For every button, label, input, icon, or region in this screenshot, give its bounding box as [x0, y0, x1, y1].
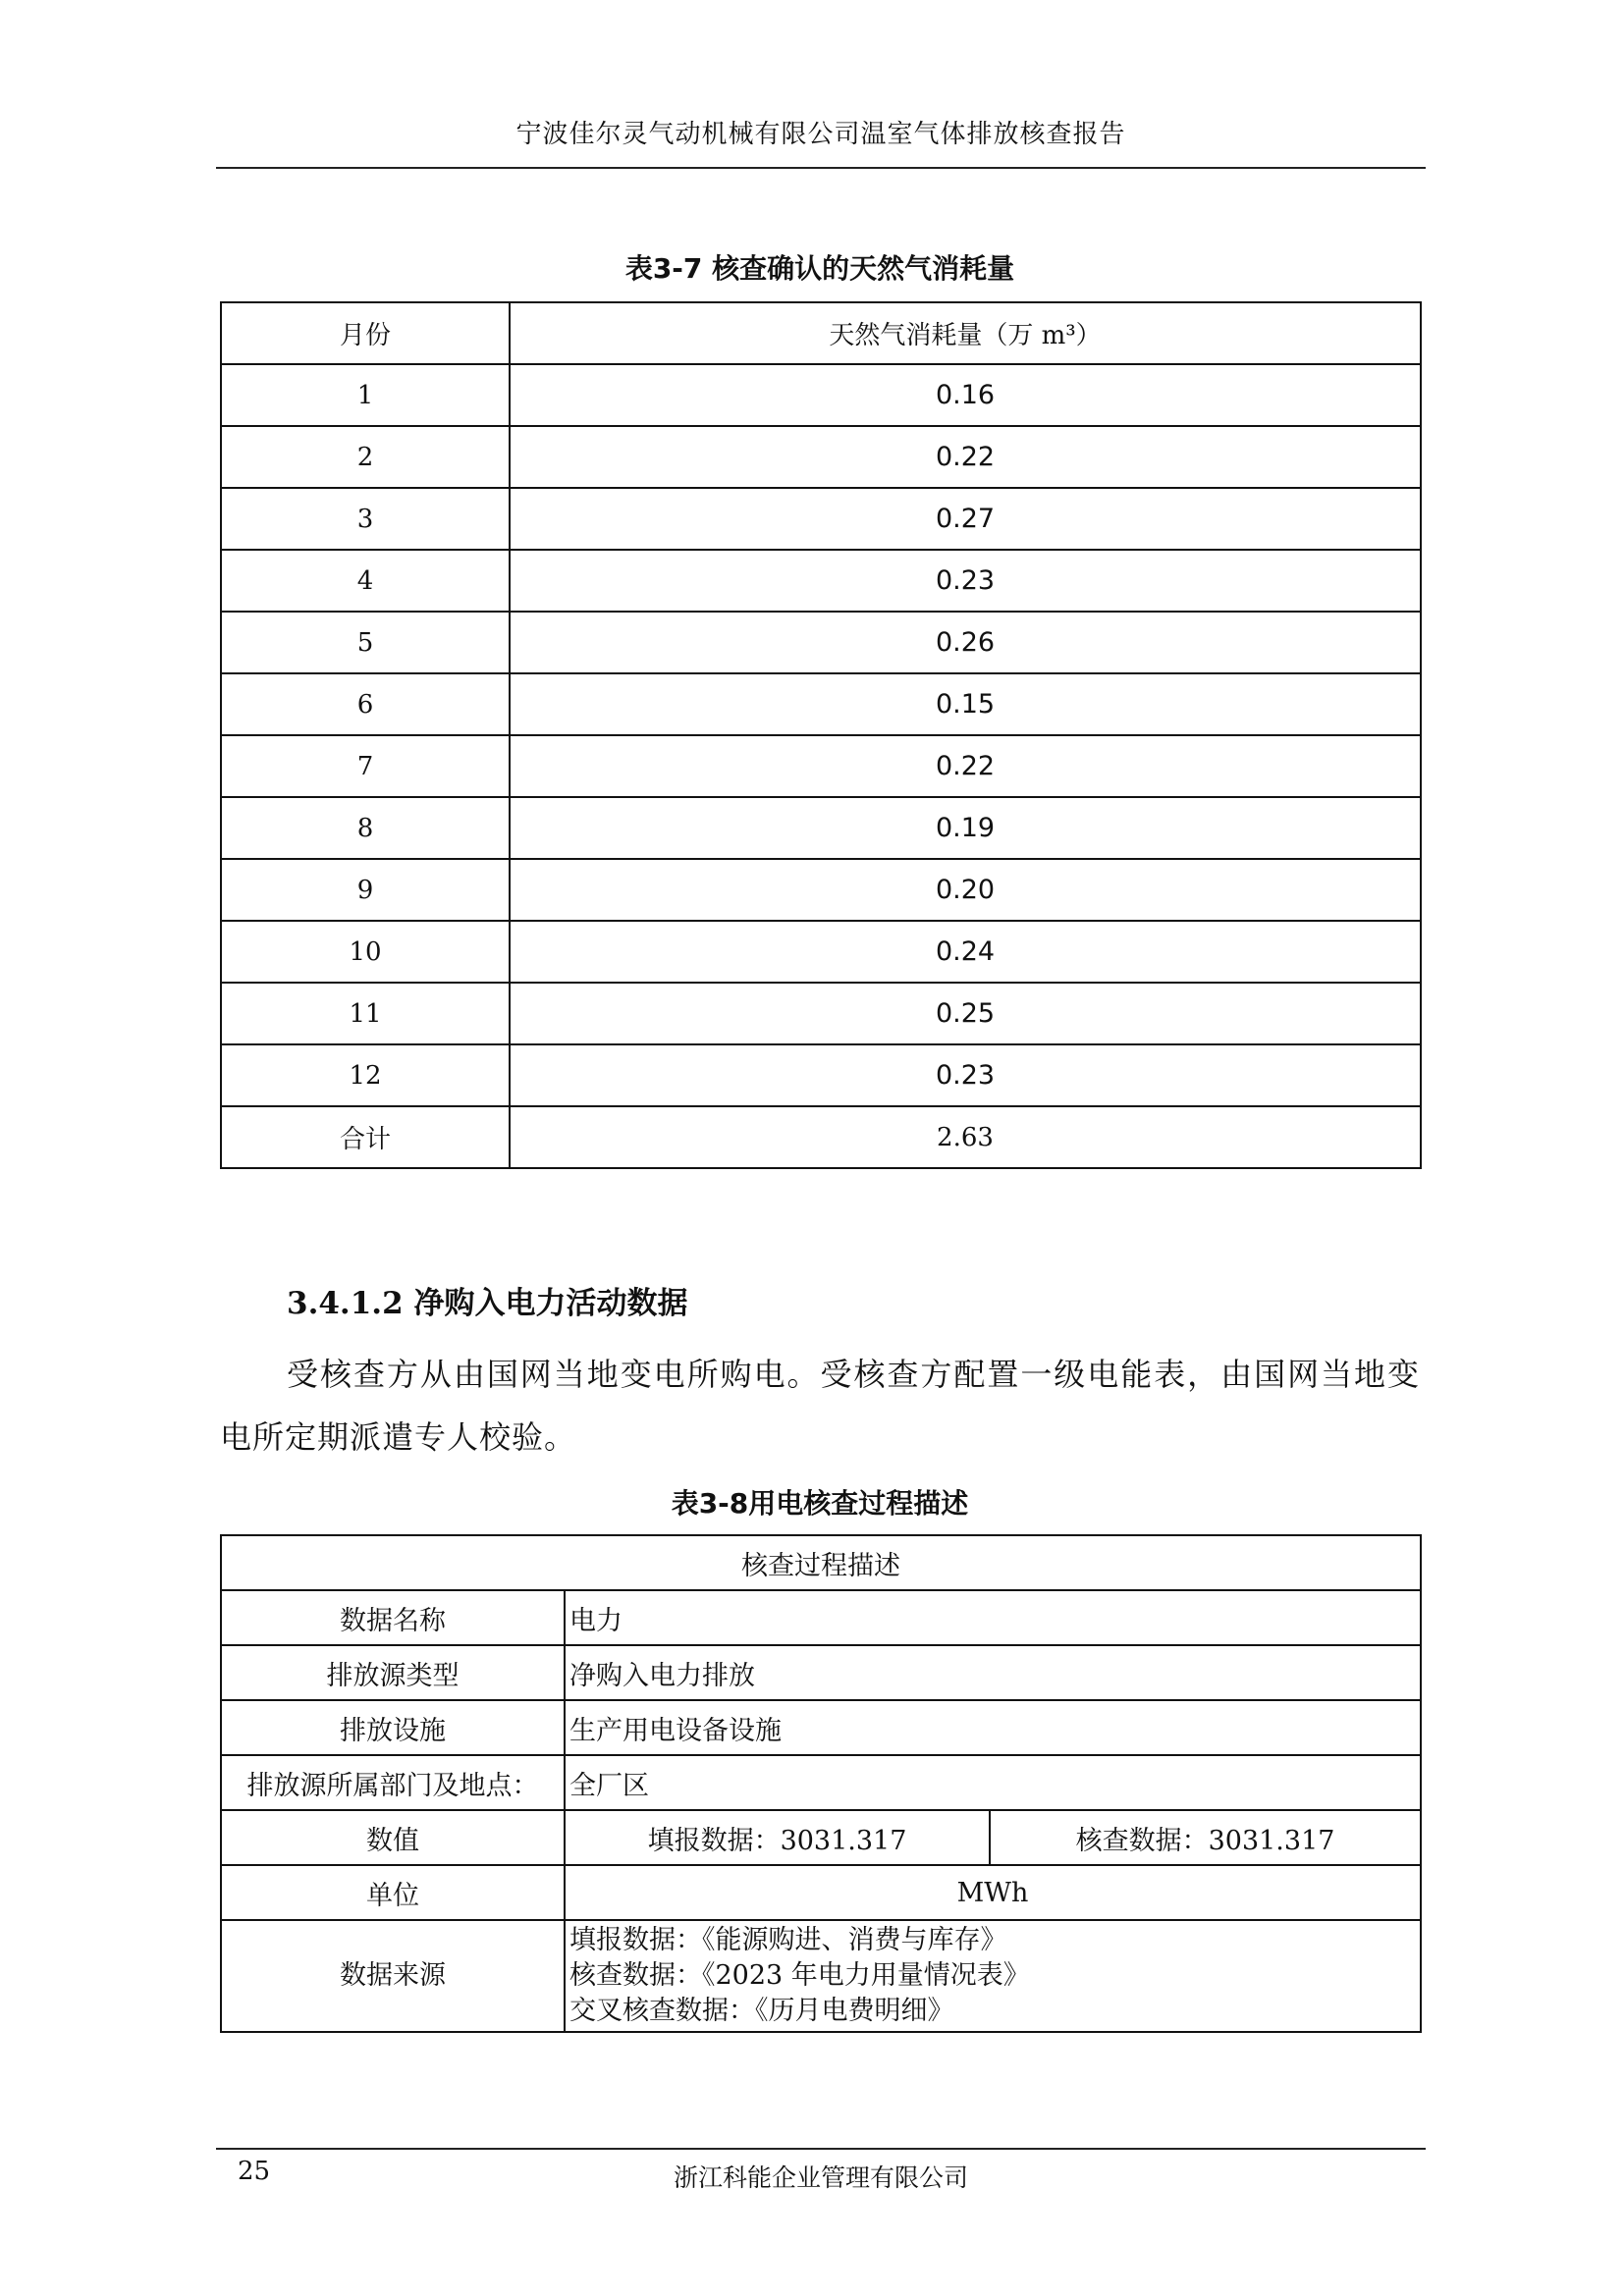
month-cell: 10: [221, 921, 510, 983]
month-cell: 8: [221, 797, 510, 859]
table-row: [221, 1755, 1421, 1810]
data-source-line: 核查数据：《2023 年电力用量情况表》: [569, 1960, 1030, 1991]
gas-consumption-cell: 0.19: [510, 797, 1421, 859]
header-divider: [216, 167, 1426, 169]
gas-consumption-cell: 0.16: [510, 364, 1421, 426]
gas-consumption-cell: 0.20: [510, 859, 1421, 921]
gas-consumption-cell: 0.23: [510, 1044, 1421, 1106]
gas-consumption-cell: 0.22: [510, 426, 1421, 488]
gas-consumption-cell: 0.22: [510, 735, 1421, 797]
month-cell: 3: [221, 488, 510, 550]
month-cell: 9: [221, 859, 510, 921]
verified-value: 核查数据：3031.317: [990, 1810, 1421, 1865]
table-row: [221, 426, 1421, 488]
table-3-8-caption: 表3-8用电核查过程描述: [671, 1487, 969, 1520]
month-cell: 6: [221, 673, 510, 735]
value-label: 数值: [221, 1810, 565, 1865]
report-header-title: 宁波佳尔灵气动机械有限公司温室气体排放核查报告: [515, 120, 1126, 149]
month-cell: 12: [221, 1044, 510, 1106]
electricity-verification-table: [220, 1534, 1422, 2033]
table-row: [221, 735, 1421, 797]
data-source-value: [565, 1920, 1421, 2032]
gas-consumption-cell: 0.23: [510, 550, 1421, 612]
month-cell: 1: [221, 364, 510, 426]
table-header-row: [221, 1535, 1421, 1590]
column-header-month: 月份: [221, 302, 510, 364]
section-paragraph: 受核查方从由国网当地变电所购电。受核查方配置一级电能表，由国网当地变电所定期派遣专人校验。: [220, 1356, 1420, 1456]
footer-divider: [216, 2148, 1426, 2150]
table-total-row: [221, 1106, 1421, 1168]
department-value: 全厂区: [565, 1755, 1421, 1810]
column-header-gas-consumption: 天然气消耗量（万 m³）: [510, 302, 1421, 364]
table-3-7-caption: 表3-7 核查确认的天然气消耗量: [624, 252, 1015, 285]
footer-organization: 浙江科能企业管理有限公司: [673, 2163, 968, 2192]
table-row: [221, 364, 1421, 426]
table-row: [221, 1645, 1421, 1700]
data-name-value: 电力: [565, 1590, 1421, 1645]
total-value-cell: 2.63: [510, 1106, 1421, 1168]
source-type-value: 净购入电力排放: [565, 1645, 1421, 1700]
gas-consumption-cell: 0.15: [510, 673, 1421, 735]
month-cell: 4: [221, 550, 510, 612]
department-label: 排放源所属部门及地点：: [221, 1755, 565, 1810]
data-name-label: 数据名称: [221, 1590, 565, 1645]
month-cell: 2: [221, 426, 510, 488]
table-row: [221, 1920, 1421, 2032]
table-header-cell: 核查过程描述: [221, 1535, 1421, 1590]
facility-value: 生产用电设备设施: [565, 1700, 1421, 1755]
table-row: [221, 1700, 1421, 1755]
table-row: [221, 488, 1421, 550]
table-row: [221, 612, 1421, 673]
total-label-cell: 合计: [221, 1106, 510, 1168]
month-cell: 5: [221, 612, 510, 673]
table-row: [221, 550, 1421, 612]
table-row: [221, 983, 1421, 1044]
table-row: [221, 1590, 1421, 1645]
facility-label: 排放设施: [221, 1700, 565, 1755]
natural-gas-consumption-table: [220, 301, 1422, 1169]
table-row: [221, 1044, 1421, 1106]
source-type-label: 排放源类型: [221, 1645, 565, 1700]
data-source-line: 填报数据：《能源购进、消费与库存》: [569, 1925, 1007, 1955]
gas-consumption-cell: 0.25: [510, 983, 1421, 1044]
page-number: 25: [238, 2157, 271, 2186]
month-cell: 11: [221, 983, 510, 1044]
section-heading: 3.4.1.2 净购入电力活动数据: [287, 1286, 688, 1321]
table-row: [221, 921, 1421, 983]
table-header-row: [221, 302, 1421, 364]
table-row: [221, 1810, 1421, 1865]
table-row: [221, 859, 1421, 921]
table-row: [221, 797, 1421, 859]
gas-consumption-cell: 0.27: [510, 488, 1421, 550]
data-source-label: 数据来源: [221, 1920, 565, 2032]
month-cell: 7: [221, 735, 510, 797]
unit-label: 单位: [221, 1865, 565, 1920]
unit-value: MWh: [565, 1865, 1421, 1920]
gas-consumption-cell: 0.26: [510, 612, 1421, 673]
gas-consumption-cell: 0.24: [510, 921, 1421, 983]
data-source-line: 交叉核查数据：《历月电费明细》: [569, 1996, 954, 2026]
reported-value: 填报数据：3031.317: [565, 1810, 990, 1865]
table-row: [221, 1865, 1421, 1920]
table-row: [221, 673, 1421, 735]
